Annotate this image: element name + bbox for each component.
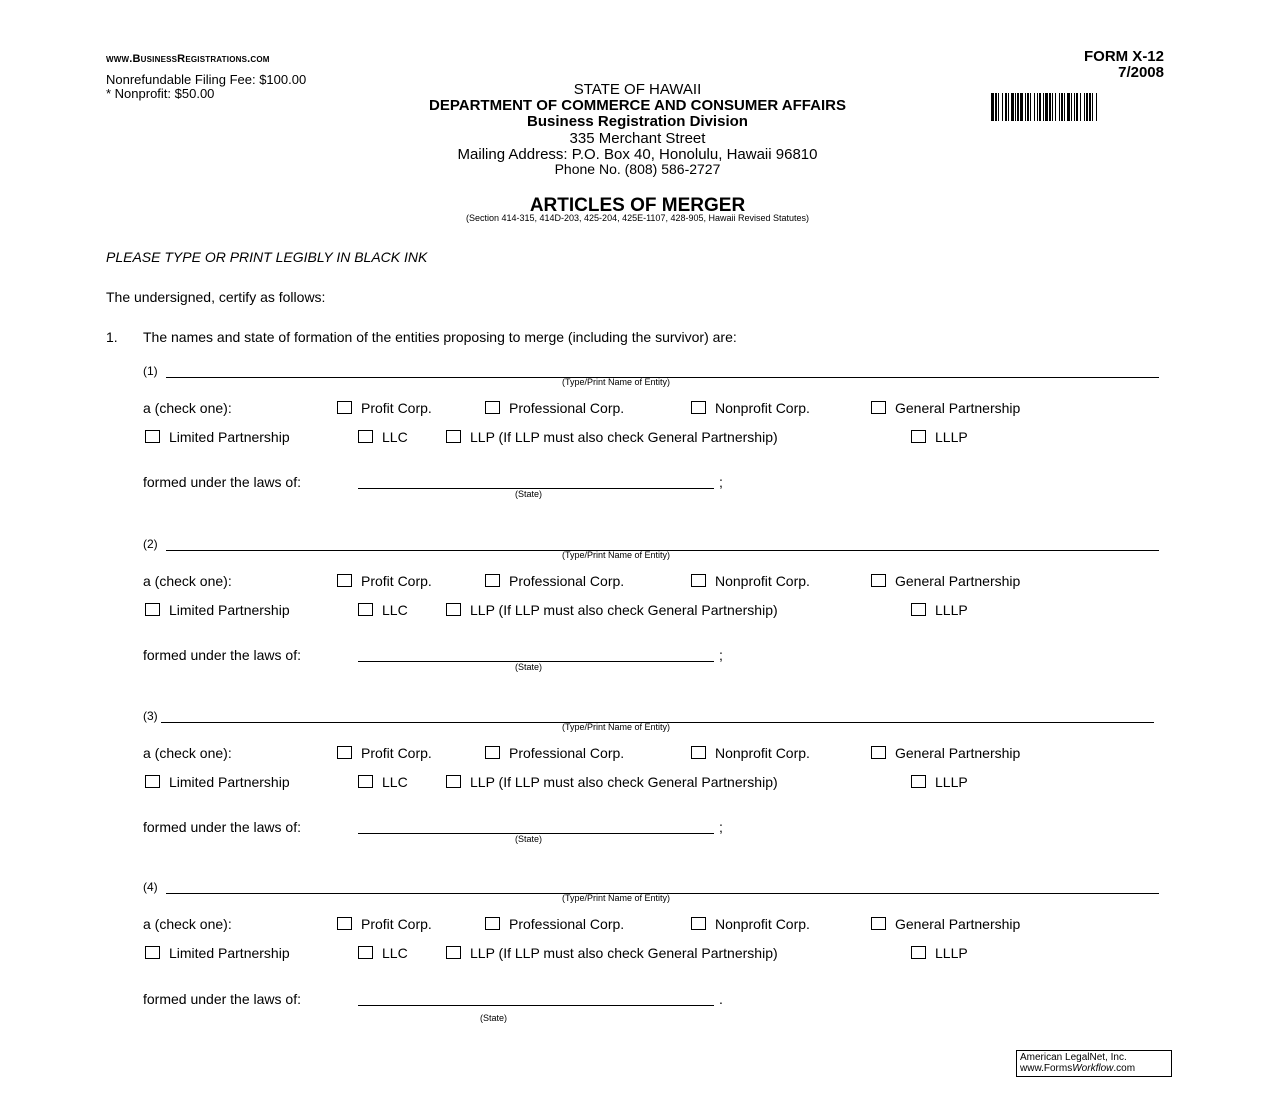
phone-number: Phone No. (808) 586-2727 [554,161,721,177]
entity-type-option[interactable] [358,429,408,445]
entity-type-option[interactable] [446,945,778,961]
entity-type-label: LLC [382,774,408,790]
entity-type-option[interactable] [485,400,624,416]
entity-block [0,707,1275,877]
entity-number: (3) [143,709,158,723]
footer-company: American LegalNet, Inc. [1020,1052,1127,1063]
entity-type-label: Nonprofit Corp. [715,573,810,589]
mailing-address: Mailing Address: P.O. Box 40, Honolulu, Hawaii 96810 [457,146,818,163]
entity-type-checkbox[interactable] [691,574,706,587]
form-number: FORM X-12 [1083,48,1164,65]
check-one-label: a (check one): [143,400,232,416]
entity-type-checkbox[interactable] [358,946,373,959]
form-date: 7/2008 [1118,64,1164,81]
entity-block [0,878,1275,1048]
entity-type-label: LLLP [935,945,968,961]
check-one-label: a (check one): [143,916,232,932]
entity-type-label: General Partnership [895,745,1021,761]
formed-under-label: formed under the laws of: [143,647,301,663]
entity-type-label: LLLP [935,774,968,790]
footer-site-italic: Workflow [1072,1063,1114,1074]
footer-site-suffix: .com [1113,1063,1136,1074]
entity-type-option[interactable] [871,400,1020,416]
entity-type-label: LLC [382,945,408,961]
entity-type-checkbox[interactable] [145,946,160,959]
state-heading: STATE OF HAWAII [573,81,702,98]
entity-type-option[interactable] [446,429,778,445]
entity-type-option[interactable] [871,916,1020,932]
entity-type-option[interactable] [337,916,432,932]
entity-type-checkbox[interactable] [485,574,500,587]
entity-type-label: LLP (If LLP must also check General Partnership) [470,429,778,445]
entity-type-label: LLP (If LLP must also check General Partnership) [470,945,778,961]
entity-block [0,535,1275,705]
entity-type-label: LLP (If LLP must also check General Partnership) [470,774,778,790]
entity-type-checkbox[interactable] [485,746,500,759]
entity-type-checkbox[interactable] [691,917,706,930]
filing-fee-text: Nonrefundable Filing Fee: $100.00 [106,72,307,87]
state-caption: (State) [515,834,543,844]
entity-type-option[interactable] [691,573,810,589]
entity-type-checkbox[interactable] [358,430,373,443]
entity-type-label: Professional Corp. [509,400,625,416]
footer-publisher-box [1016,1050,1172,1077]
entity-type-checkbox[interactable] [337,917,352,930]
entity-type-label: Nonprofit Corp. [715,916,810,932]
entity-type-checkbox[interactable] [337,401,352,414]
entity-type-checkbox[interactable] [358,603,373,616]
entity-type-label: General Partnership [895,916,1021,932]
entity-type-option[interactable] [871,573,1020,589]
department-heading: DEPARTMENT OF COMMERCE AND CONSUMER AFFAIRS [429,97,846,114]
item-1-number: 1. [106,329,118,345]
entity-type-option[interactable] [911,774,968,790]
state-caption: (State) [515,489,543,499]
entity-type-checkbox[interactable] [911,946,926,959]
entity-type-checkbox[interactable] [145,430,160,443]
entity-type-option[interactable] [145,774,290,790]
entity-type-option[interactable] [446,774,778,790]
entity-name-caption: (Type/Print Name of Entity) [562,550,671,560]
entity-type-label: Profit Corp. [361,745,432,761]
entity-type-option[interactable] [358,774,408,790]
entity-type-checkbox[interactable] [691,746,706,759]
entity-type-option[interactable] [358,945,408,961]
entity-type-checkbox[interactable] [145,775,160,788]
entity-type-checkbox[interactable] [871,574,886,587]
statute-references: (Section 414-315, 414D-203, 425-204, 425E-1107, 428-905, Hawaii Revised Statutes) [465,213,810,223]
entity-type-label: LLLP [935,602,968,618]
footer-site-prefix: www.Forms [1020,1063,1073,1074]
entity-number: (4) [143,880,158,894]
entity-type-option[interactable] [485,745,624,761]
entity-type-option[interactable] [911,945,968,961]
entity-type-checkbox[interactable] [446,775,461,788]
entity-type-label: Profit Corp. [361,916,432,932]
check-one-label: a (check one): [143,745,232,761]
nonprofit-fee-text: * Nonprofit: $50.00 [106,86,215,101]
ink-instruction: PLEASE TYPE OR PRINT LEGIBLY IN BLACK INK [106,249,428,265]
entity-type-label: Limited Partnership [169,429,290,445]
formed-under-label: formed under the laws of: [143,474,301,490]
entity-type-checkbox[interactable] [691,401,706,414]
item-1-text: The names and state of formation of the entities proposing to merge (including the survivor) are: [143,329,737,345]
entity-type-label: Nonprofit Corp. [715,745,810,761]
entity-type-option[interactable] [911,602,968,618]
entity-type-label: Professional Corp. [509,745,625,761]
certify-statement: The undersigned, certify as follows: [106,289,326,305]
entity-type-label: Limited Partnership [169,945,290,961]
website-header: www.BusinessRegistrations.com [106,53,270,65]
entity-type-checkbox[interactable] [446,946,461,959]
entity-type-checkbox[interactable] [145,603,160,616]
entity-name-caption: (Type/Print Name of Entity) [562,722,671,732]
entity-type-option[interactable] [446,602,778,618]
entity-type-option[interactable] [871,745,1020,761]
entity-type-option[interactable] [337,400,432,416]
entity-type-option[interactable] [691,745,810,761]
entity-type-option[interactable] [337,745,432,761]
entity-type-checkbox[interactable] [485,401,500,414]
entity-type-option[interactable] [485,573,624,589]
entity-type-checkbox[interactable] [911,430,926,443]
entity-type-option[interactable] [358,602,408,618]
form-number-block [1084,49,1164,81]
entity-name-caption: (Type/Print Name of Entity) [562,893,671,903]
entity-type-label: Professional Corp. [509,573,625,589]
entity-type-label: General Partnership [895,573,1021,589]
entity-type-label: Nonprofit Corp. [715,400,810,416]
entity-block [0,362,1275,532]
entity-type-checkbox[interactable] [485,917,500,930]
document-title: ARTICLES OF MERGER [529,195,746,216]
line-terminator: ; [719,647,723,663]
entity-type-option[interactable] [911,429,968,445]
entity-type-label: General Partnership [895,400,1021,416]
entity-type-checkbox[interactable] [337,574,352,587]
line-terminator: ; [719,819,723,835]
entity-type-option[interactable] [691,400,810,416]
entity-type-label: LLC [382,602,408,618]
entity-type-label: Profit Corp. [361,573,432,589]
entity-type-label: LLP (If LLP must also check General Partnership) [470,602,778,618]
state-field[interactable] [358,1005,714,1006]
entity-type-label: Limited Partnership [169,774,290,790]
entity-type-checkbox[interactable] [911,775,926,788]
entity-type-checkbox[interactable] [911,603,926,616]
entity-type-checkbox[interactable] [871,401,886,414]
check-one-label: a (check one): [143,573,232,589]
entity-type-checkbox[interactable] [446,430,461,443]
entity-type-option[interactable] [691,916,810,932]
line-terminator: ; [719,474,723,490]
state-caption: (State) [480,1013,508,1023]
street-address: 335 Merchant Street [569,130,706,147]
entity-type-option[interactable] [145,602,290,618]
entity-type-option[interactable] [485,916,624,932]
entity-number: (2) [143,537,158,551]
entity-type-checkbox[interactable] [871,746,886,759]
entity-name-caption: (Type/Print Name of Entity) [562,377,671,387]
entity-type-checkbox[interactable] [337,746,352,759]
entity-type-option[interactable] [145,429,290,445]
formed-under-label: formed under the laws of: [143,819,301,835]
entity-type-checkbox[interactable] [871,917,886,930]
entity-type-checkbox[interactable] [446,603,461,616]
division-heading: Business Registration Division [527,113,748,130]
formed-under-label: formed under the laws of: [143,991,301,1007]
entity-number: (1) [143,364,158,378]
entity-type-checkbox[interactable] [358,775,373,788]
entity-type-label: Limited Partnership [169,602,290,618]
entity-type-option[interactable] [145,945,290,961]
state-caption: (State) [515,662,543,672]
footer-website [1020,1063,1170,1074]
line-terminator: . [719,991,723,1007]
entity-type-label: LLC [382,429,408,445]
entity-type-option[interactable] [337,573,432,589]
entity-type-label: LLLP [935,429,968,445]
entity-type-label: Professional Corp. [509,916,625,932]
entity-type-label: Profit Corp. [361,400,432,416]
